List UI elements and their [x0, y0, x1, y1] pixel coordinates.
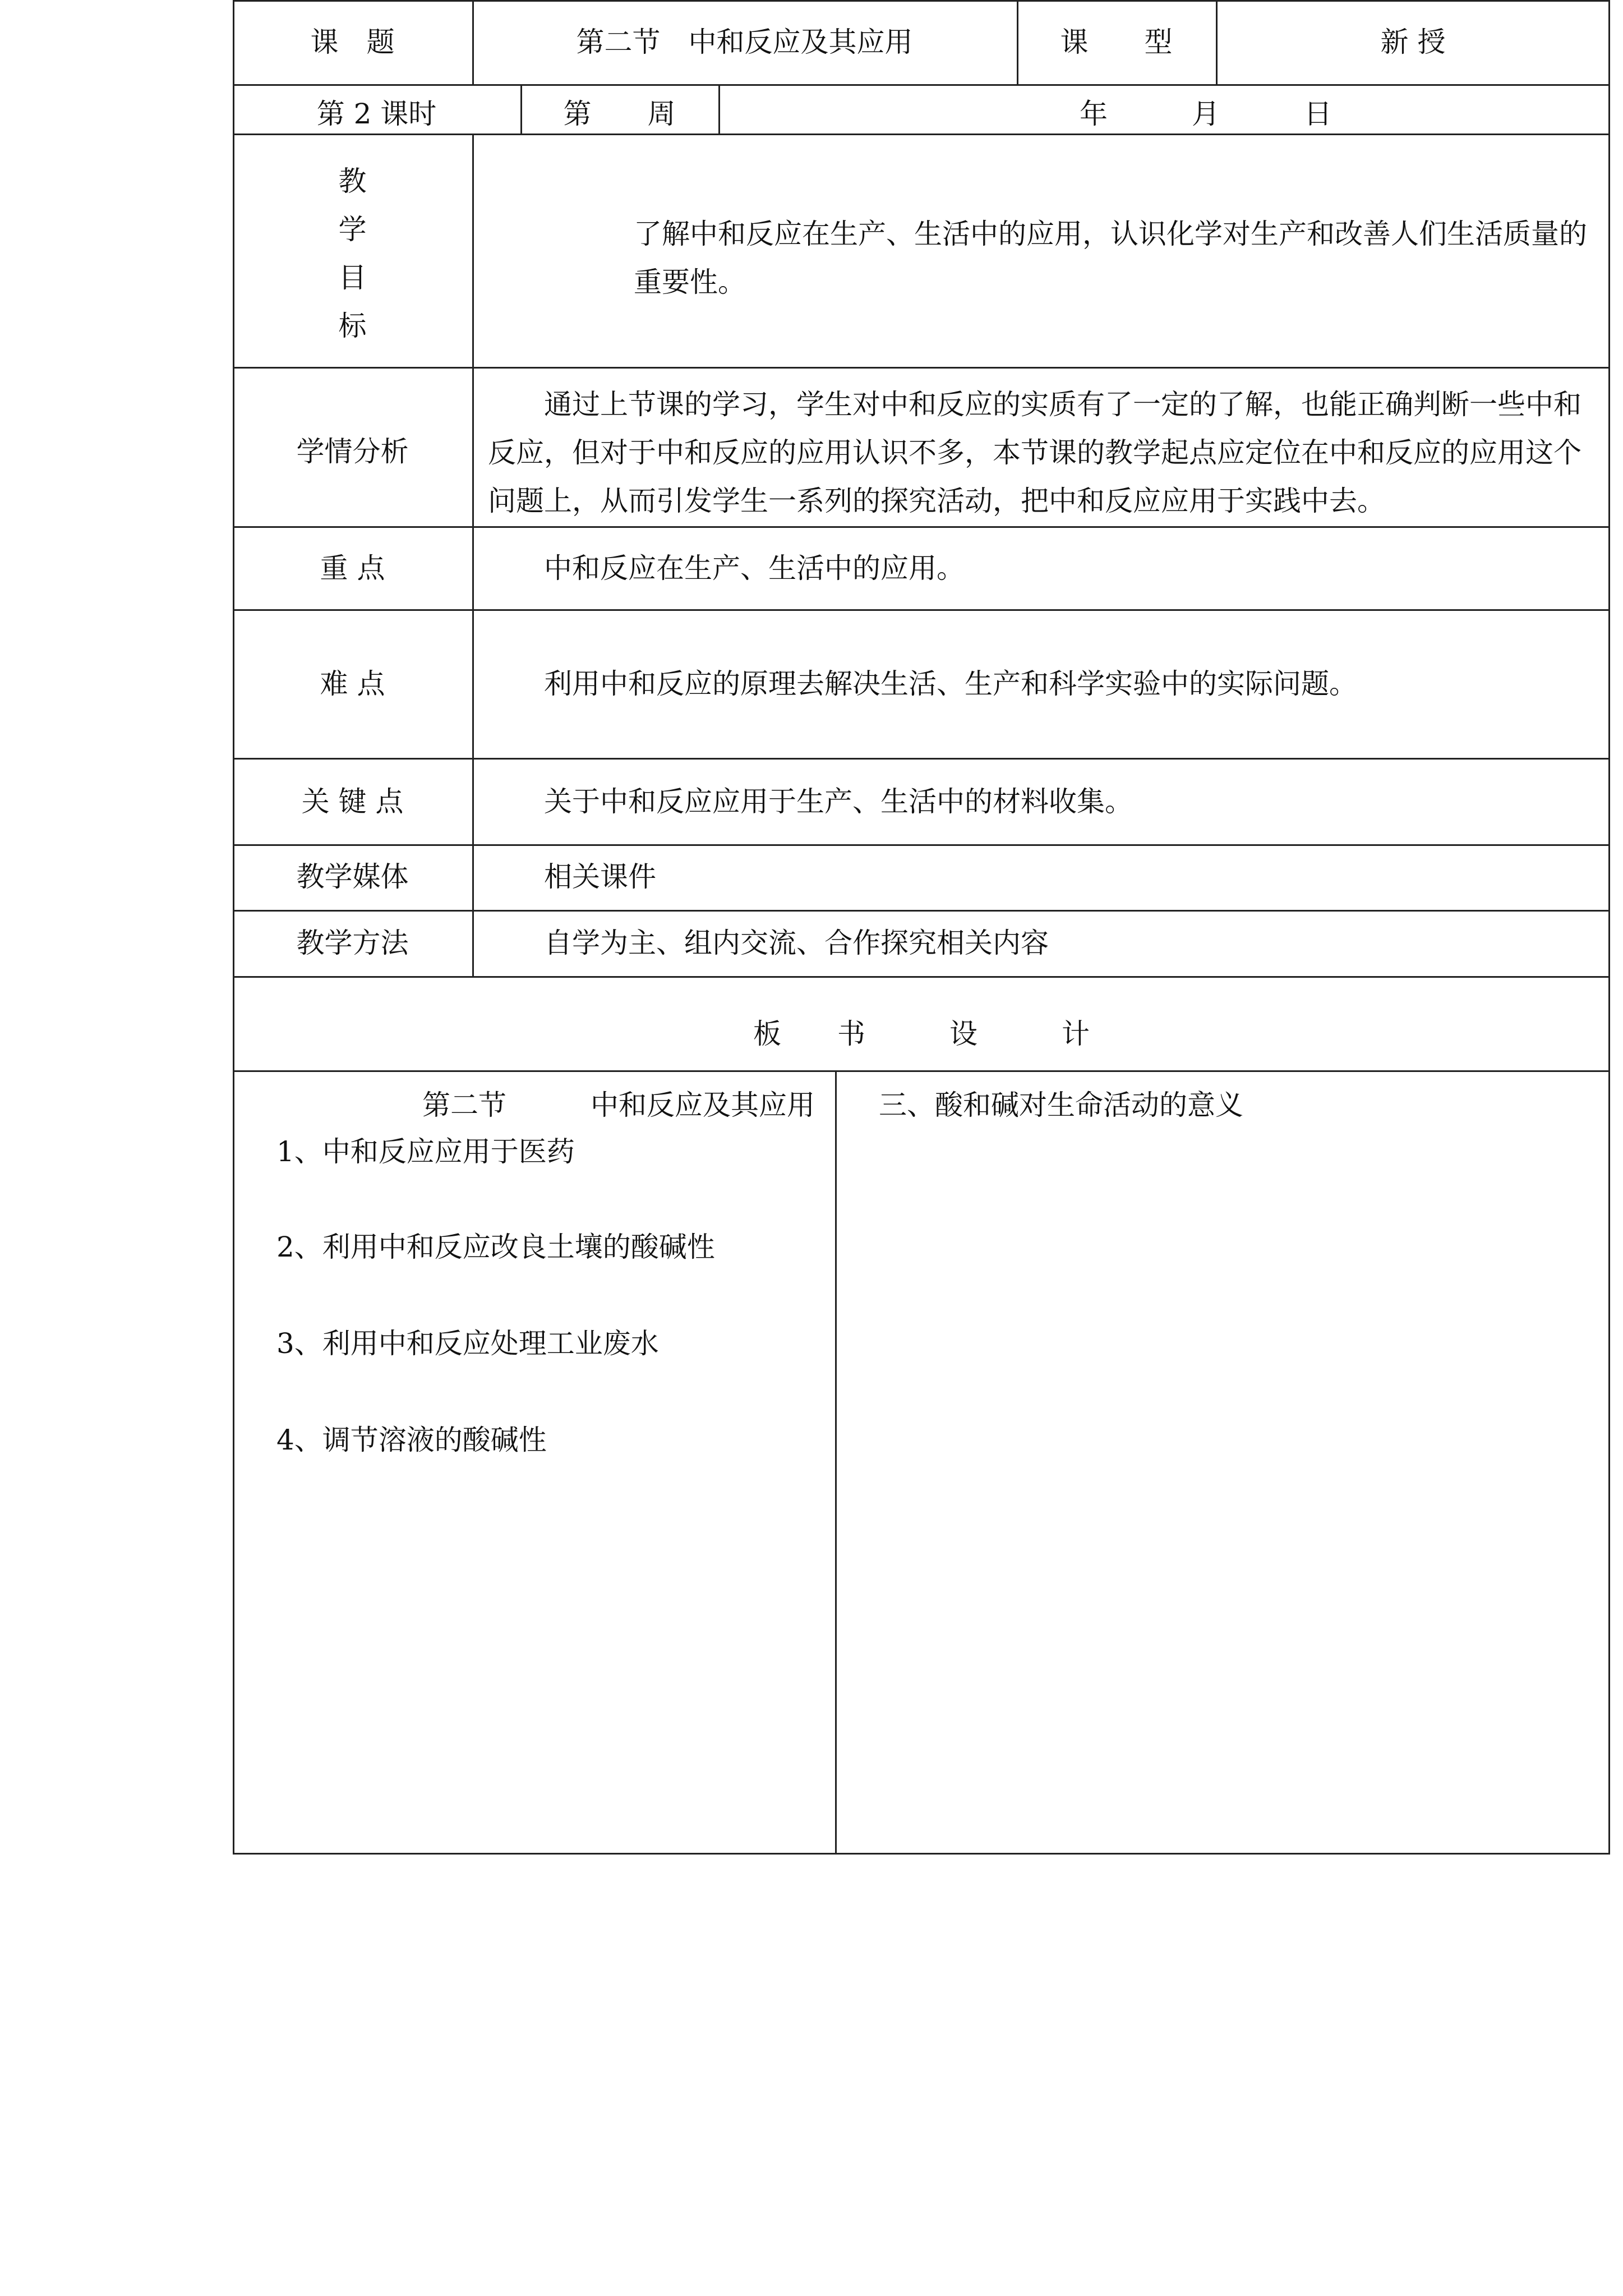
board-item: 3、利用中和反应处理工业废水 [276, 1327, 659, 1360]
board-title: 板 书 设 计 [753, 1018, 1090, 1050]
focus-text: 中和反应在生产、生活中的应用。 [544, 552, 965, 585]
difficulty-text: 利用中和反应的原理去解决生活、生产和科学实验中的实际问题。 [544, 668, 1357, 700]
objectives-label-char: 标 [338, 310, 367, 342]
rule [835, 1070, 837, 1855]
key-point-text: 关于中和反应应用于生产、生活中的材料收集。 [544, 785, 1133, 818]
method-label: 教学方法 [296, 927, 409, 959]
rule [233, 758, 1610, 760]
topic-value: 第二节 中和反应及其应用 [576, 26, 913, 58]
media-text: 相关课件 [544, 861, 656, 893]
objectives-label-char: 教 [338, 165, 367, 197]
rule [718, 84, 720, 134]
rule [233, 84, 1610, 86]
difficulty-label: 难 点 [320, 668, 385, 700]
focus-label: 重 点 [320, 552, 385, 585]
rule [233, 609, 1610, 611]
type-value: 新 授 [1380, 26, 1446, 58]
rule [233, 1853, 1610, 1855]
board-left-heading: 第二节 中和反应及其应用 [422, 1089, 815, 1121]
rule [233, 1070, 1610, 1072]
topic-label: 课 题 [310, 26, 395, 58]
analysis-label: 学情分析 [296, 435, 409, 468]
media-label: 教学媒体 [296, 861, 409, 893]
rule [233, 0, 1610, 2]
rule [233, 976, 1610, 978]
rule [233, 526, 1610, 528]
objectives-text: 了解中和反应在生产、生活中的应用，认识化学对生产和改善人们生活质量的重要性。 [634, 218, 1587, 298]
key-point-label: 关 键 点 [301, 785, 404, 818]
week-field: 第 周 [563, 98, 676, 130]
lesson-number: 第 2 课时 [316, 98, 437, 130]
board-right-heading: 三、酸和碱对生命活动的意义 [879, 1089, 1243, 1121]
board-item: 4、调节溶液的酸碱性 [276, 1424, 547, 1456]
rule [472, 134, 474, 976]
rule [1608, 0, 1610, 1855]
objectives-label-char: 目 [338, 261, 367, 294]
board-item: 2、利用中和反应改良土壤的酸碱性 [276, 1231, 715, 1263]
method-text: 自学为主、组内交流、合作探究相关内容 [544, 927, 1049, 959]
analysis-text: 通过上节课的学习，学生对中和反应的实质有了一定的了解，也能正确判断一些中和反应，但对于中和反应的应用认识不多，本节课的教学起点应定位在中和反应的应用这个问题上，从而引发学生一系列的探究活动，把中和反应应用于实践中去。 [488, 388, 1581, 517]
rule [233, 367, 1610, 369]
rule [233, 910, 1610, 912]
objectives-label-char: 学 [338, 213, 367, 246]
rule [233, 844, 1610, 846]
type-label: 课 型 [1060, 26, 1173, 58]
date-field: 年 月 日 [1080, 98, 1332, 130]
board-item: 1、中和反应应用于医药 [276, 1135, 575, 1168]
